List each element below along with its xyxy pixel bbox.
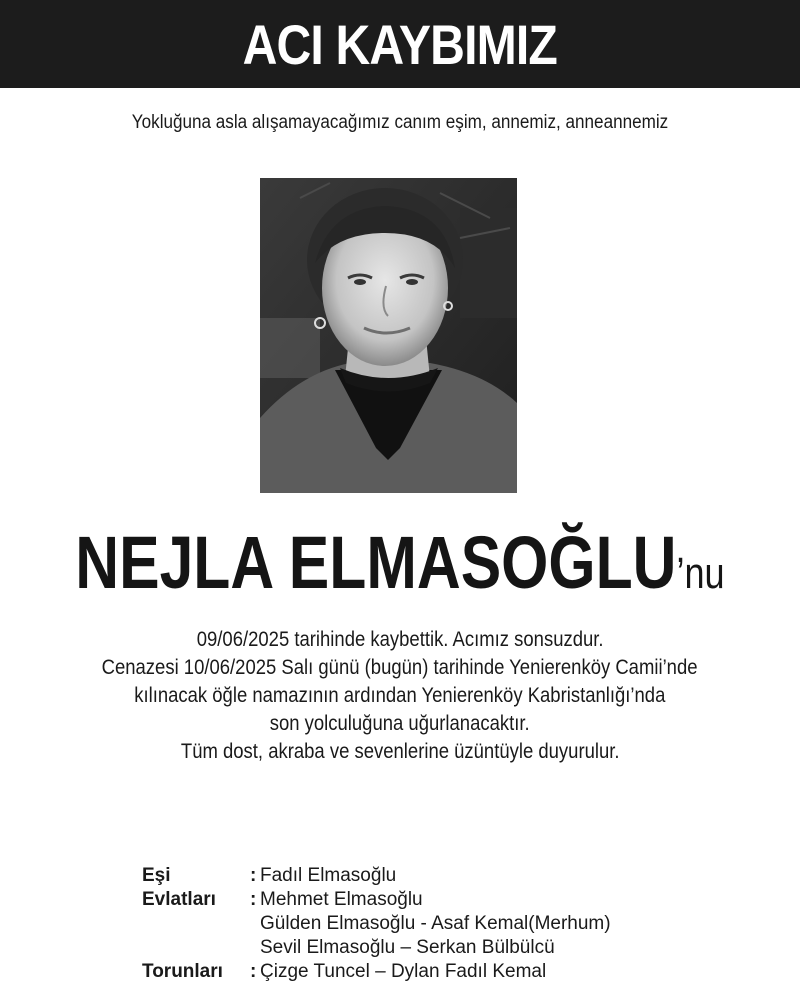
family-row-spouse <box>142 864 762 888</box>
child-name: Mehmet Elmasoğlu <box>260 889 423 910</box>
family-list <box>142 864 762 984</box>
deceased-name-main: NEJLA ELMASOĞLU <box>75 521 677 604</box>
colon: : <box>250 865 257 886</box>
child-name: Sevil Elmasoğlu – Serkan Bülbülcü <box>260 937 555 958</box>
child-name: Gülden Elmasoğlu - Asaf Kemal(Merhum) <box>260 913 611 934</box>
intro-text: Yokluğuna asla alışamayacağımız canım eşim, annemiz, anneannemiz <box>131 112 669 133</box>
deceased-name-suffix: ’nu <box>676 549 725 598</box>
body-line: son yolculuğuna uğurlanacaktır. <box>270 712 530 735</box>
body-line: kılınacak öğle namazının ardından Yenierenköy Kabristanlığı’nda <box>134 684 666 707</box>
spouse-label: Eşi <box>142 865 171 886</box>
family-row-children-cont <box>142 912 762 936</box>
colon: : <box>250 889 257 910</box>
announcement-body <box>0 626 800 766</box>
family-row-grandchildren <box>142 960 762 984</box>
grandchildren-label: Torunları <box>142 961 223 982</box>
portrait-photo-icon <box>260 178 517 493</box>
spouse-name: Fadıl Elmasoğlu <box>260 865 397 886</box>
family-row-children-cont <box>142 936 762 960</box>
colon: : <box>250 961 257 982</box>
header-band <box>0 0 800 88</box>
header-title: ACI KAYBIMIZ <box>242 12 558 76</box>
family-row-children <box>142 888 762 912</box>
body-line: Cenazesi 10/06/2025 Salı günü (bugün) tarihinde Yenierenköy Camii’nde <box>102 656 698 679</box>
grandchildren-names: Çizge Tuncel – Dylan Fadıl Kemal <box>260 961 547 982</box>
deceased-name <box>0 520 800 605</box>
children-label: Evlatları <box>142 889 216 910</box>
body-line: Tüm dost, akraba ve sevenlerine üzüntüyle duyurulur. <box>180 740 620 763</box>
portrait-photo <box>260 178 517 493</box>
body-line: 09/06/2025 tarihinde kaybettik. Acımız sonsuzdur. <box>196 628 604 651</box>
